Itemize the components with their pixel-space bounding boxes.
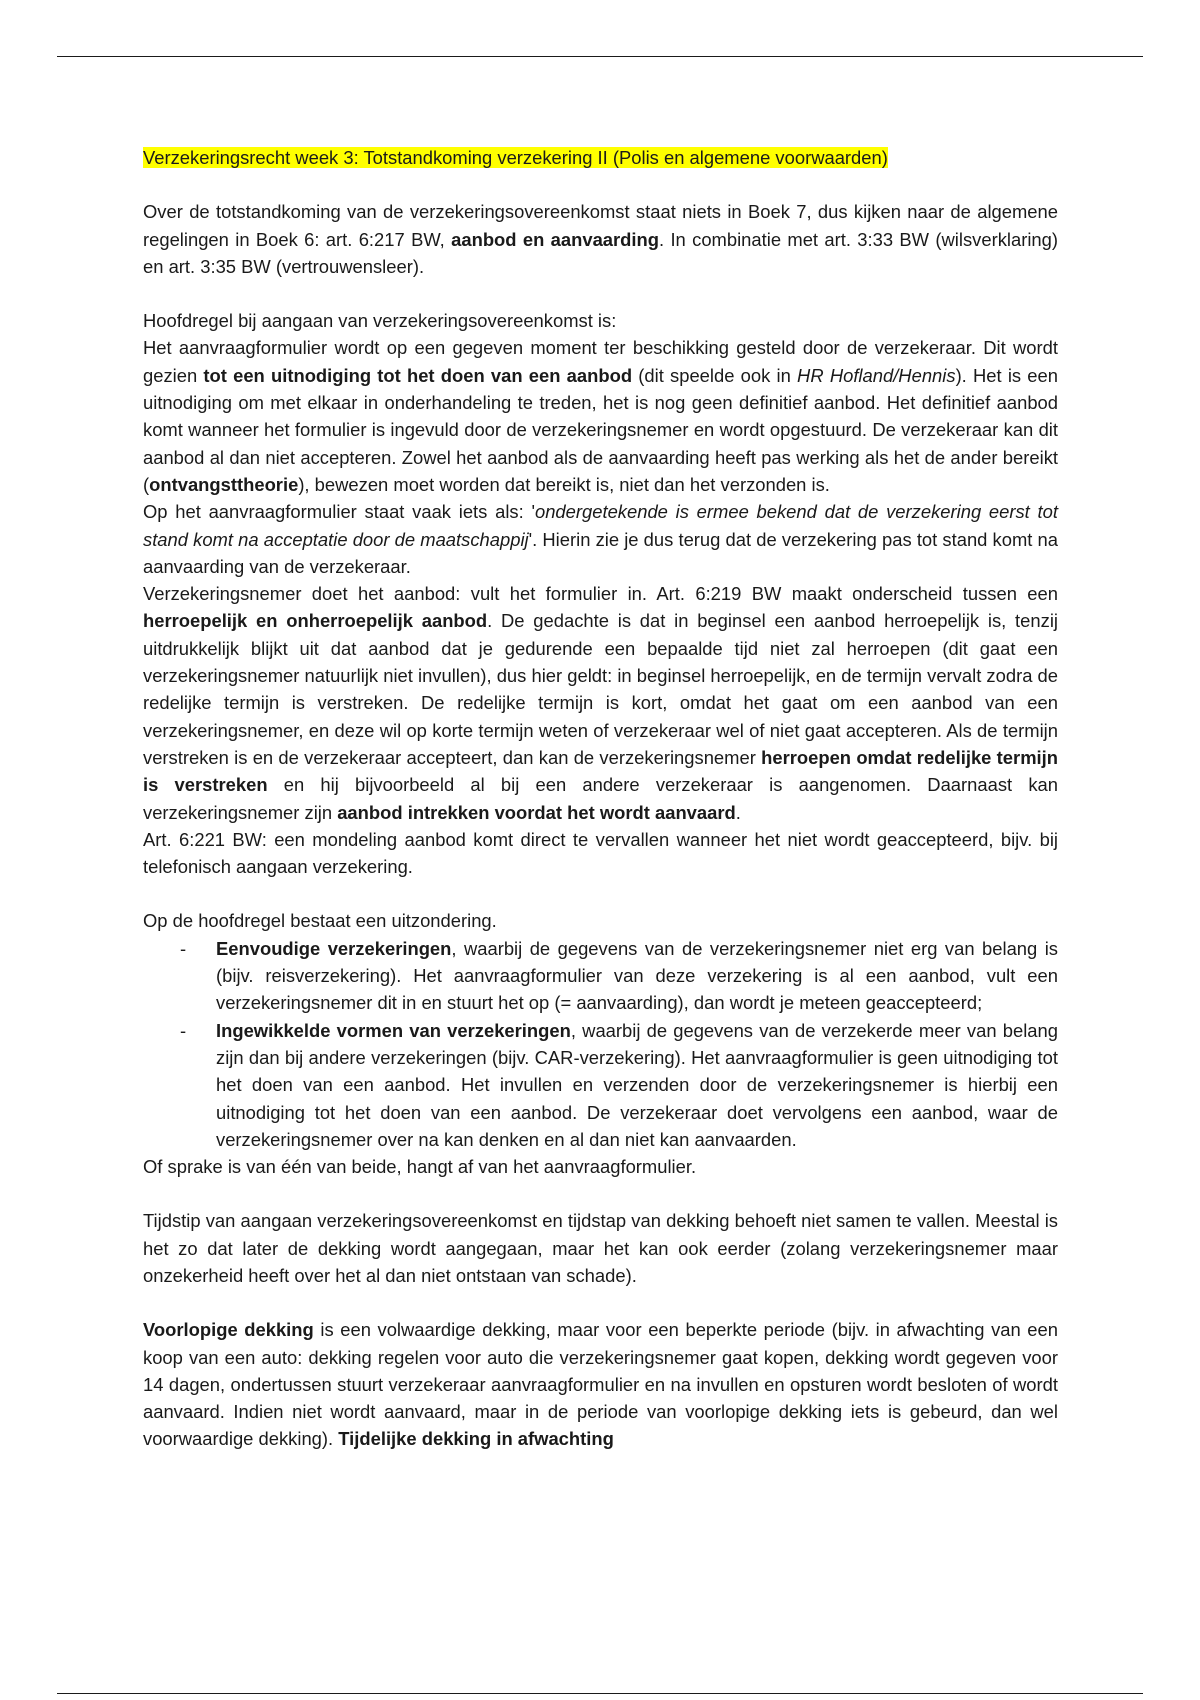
section-heading: Op de hoofdregel bestaat een uitzondering. [143, 910, 497, 932]
quotation: ondergetekende is ermee bekend dat de verzekering eerst tot stand komt na acceptatie door de maatschappij [143, 501, 1058, 550]
paragraph: Voorlopige dekking is een volwaardige dekking, maar voor een beperkte periode (bijv. in afwachting van een koop van een auto: dekking regelen voor auto die verzekeringsnemer gaat kopen, dekking wordt gegeven voor 14 dagen, ondertussen stuurt verzekeraar aanvraagformulier en na invullen en opsturen wordt besloten of wordt aanvaard. Indien niet wordt aanvaard, maar in de periode van voorlopige dekking iets is gebeurd, dan wel voorwaardige dekking). Tijdelijke dekking in afwachting [143, 1319, 1058, 1450]
intro-paragraph: Over de totstandkoming van de verzekeringsovereenkomst staat niets in Boek 7, dus kijken naar de algemene regelingen in Boek 6: art. 6:217 BW, aanbod en aanvaarding. In combinatie met art. 3:33 BW (wilsverklaring) en art. 3:35 BW (vertrouwensleer). [143, 201, 1058, 277]
list-item: - Ingewikkelde vormen van verzekeringen, waarbij de gegevens van de verzekerde meer van belang zijn dan bij andere verzekeringen (bijv. CAR-verzekering). Het aanvraagformulier is geen uitnodiging tot het doen van een aanbod. Het invullen en verzenden door de verzekeringsnemer is hierbij een uitnodiging tot het doen van een aanbod. De verzekeraar doet vervolgens een aanbod, waar de verzekeringsnemer over na kan denken en al dan niet kan aanvaarden. [216, 1017, 1058, 1153]
emphasis: Eenvoudige verzekeringen [216, 937, 452, 959]
paragraph: Op het aanvraagformulier staat vaak iets als: 'ondergetekende is ermee bekend dat de verzekering eerst tot stand komt na acceptatie door de maatschappij'. Hierin zie je dus terug dat de verzekering pas tot stand komt na aanvaarding van de verzekeraar. [143, 501, 1058, 577]
emphasis: Ingewikkelde vormen van verzekeringen [216, 1019, 571, 1041]
footer-rule [57, 1693, 1143, 1694]
header-rule [57, 56, 1143, 57]
exception-list [143, 935, 1058, 1153]
list-item: - Eenvoudige verzekeringen, waarbij de gegevens van de verzekeringsnemer niet erg van belang is (bijv. reisverzekering). Het aanvraagformulier van deze verzekering is al een aanbod, vult een verzekeringsnemer dit in en stuurt het op (= aanvaarding), dan wordt je meteen geaccepteerd; [216, 935, 1058, 1017]
emphasis: herroepen omdat redelijke termijn is verstreken [143, 746, 1058, 796]
emphasis: herroepelijk en onherroepelijk aanbod [143, 610, 488, 632]
paragraph: Verzekeringsnemer doet het aanbod: vult het formulier in. Art. 6:219 BW maakt onderscheid tussen een herroepelijk en onherroepelijk aanbod. De gedachte is dat in beginsel een aanbod herroepelijk is, tenzij uitdrukkelijk blijkt uit dat aanbod dat je gedurende een bepaalde tijd niet zal herroepen (dit gaat een verzekeringsnemer natuurlijk niet invullen), dus hier geldt: in beginsel herroepelijk, en de termijn vervalt zodra de redelijke termijn is verstreken. De redelijke termijn is kort, omdat het gaat om een aanbod van een verzekeringsnemer, en deze wil op korte termijn weten of verzekeraar wel of niet gaat accepteren. Als de termijn verstreken is en de verzekeraar accepteert, dan kan de verzekeringsnemer herroepen omdat redelijke termijn is verstreken en hij bijvoorbeeld al bij een andere verzekeraar is aangenomen. Daarnaast kan verzekeringsnemer zijn aanbod intrekken voordat het wordt aanvaard. [143, 583, 1058, 823]
title-highlight: Verzekeringsrecht week 3: Totstandkoming verzekering II (Polis en algemene voorwaarden) [143, 147, 888, 168]
emphasis: aanbod intrekken voordat het wordt aanvaard [337, 801, 736, 823]
section-heading: Hoofdregel bij aangaan van verzekeringsovereenkomst is: [143, 310, 617, 332]
document-title [143, 144, 1058, 171]
paragraph: Art. 6:221 BW: een mondeling aanbod komt direct te vervallen wanneer het niet wordt geaccepteerd, bijv. bij telefonisch aangaan verzekering. [143, 828, 1058, 878]
paragraph: Tijdstip van aangaan verzekeringsovereenkomst en tijdstap van dekking behoeft niet samen te vallen. Meestal is het zo dat later de dekking wordt aangegaan, maar het kan ook eerder (zolang verzekeringsnemer maar onzekerheid heeft over het al dan niet ontstaan van schade). [143, 1210, 1058, 1286]
case-reference: HR Hofland/Hennis [797, 364, 956, 386]
document-page [143, 144, 1058, 1453]
emphasis: tot een uitnodiging tot het doen van een aanbod [203, 364, 633, 386]
emphasis: Tijdelijke dekking in afwachting [338, 1428, 614, 1450]
paragraph: Of sprake is van één van beide, hangt af van het aanvraagformulier. [143, 1156, 697, 1178]
paragraph: Het aanvraagformulier wordt op een gegeven moment ter beschikking gesteld door de verzekeraar. Dit wordt gezien tot een uitnodiging tot het doen van een aanbod (dit speelde ook in HR Hofland/Hennis). Het is een uitnodiging om met elkaar in onderhandeling te treden, het is nog geen definitief aanbod. Het definitief aanbod komt wanneer het formulier is ingevuld door de verzekeringsnemer en wordt opgestuurd. De verzekeraar kan dit aanbod al dan niet accepteren. Zowel het aanbod als de aanvaarding heeft pas werking als het de ander bereikt (ontvangsttheorie), bewezen moet worden dat bereikt is, niet dan het verzonden is. [143, 337, 1058, 495]
emphasis: Voorlopige dekking [143, 1319, 314, 1341]
emphasis: ontvangsttheorie [149, 473, 299, 495]
emphasis: aanbod en aanvaarding [451, 228, 659, 250]
